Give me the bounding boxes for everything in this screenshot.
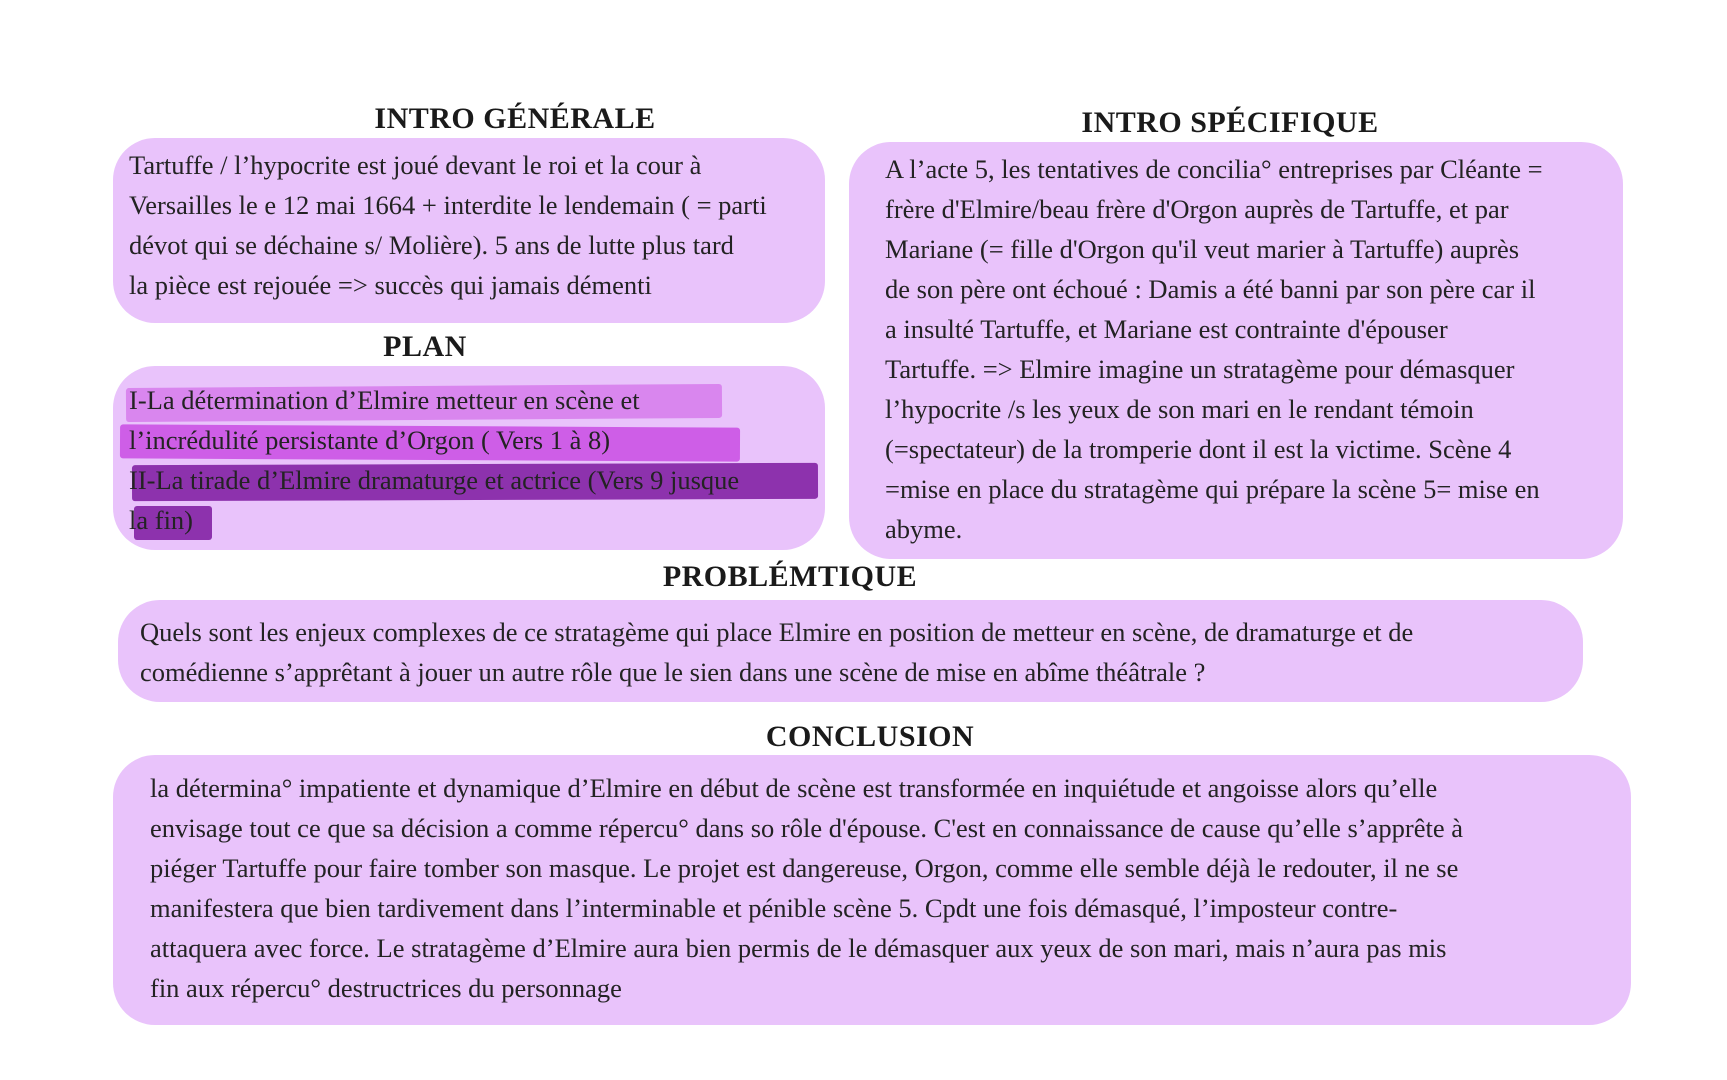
conclusion-line: manifestera que bien tardivement dans l’interminable et pénible scène 5. Cpdt une fois démasqué, l’imposteur contre- [150, 893, 1398, 923]
plan-line: I-La détermination d’Elmire metteur en scène et [129, 385, 640, 415]
intro-generale-line: Tartuffe / l’hypocrite est joué devant le roi et la cour à [129, 150, 702, 180]
conclusion-line: piéger Tartuffe pour faire tomber son masque. Le projet est dangereuse, Orgon, comme elle semble déjà le redouter, il ne se [150, 853, 1459, 883]
conclusion-line: attaquera avec force. Le stratagème d’Elmire aura bien permis de le démasquer aux yeux de son mari, mais n’aura pas mis [150, 933, 1447, 963]
conclusion-title: CONCLUSION [765, 720, 975, 753]
problematique-text [140, 612, 1413, 692]
intro-generale-text [129, 145, 767, 305]
intro-generale-line: la pièce est rejouée => succès qui jamais démenti [129, 270, 652, 300]
intro-specifique-line: a insulté Tartuffe, et Mariane est contrainte d'épouser [885, 314, 1448, 344]
intro-specifique-text [885, 149, 1543, 549]
intro-specifique-line: abyme. [885, 514, 963, 544]
plan-text [129, 380, 739, 540]
intro-specifique-line: frère d'Elmire/beau frère d'Orgon auprès de Tartuffe, et par [885, 194, 1509, 224]
intro-specifique-line: l’hypocrite /s les yeux de son mari en le rendant témoin [885, 394, 1474, 424]
plan-line: l’incrédulité persistante d’Orgon ( Vers 1 à 8) [129, 425, 611, 455]
intro-specifique-line: (=spectateur) de la tromperie dont il est la victime. Scène 4 [885, 434, 1512, 464]
problematique-line: comédienne s’apprêtant à jouer un autre rôle que le sien dans une scène de mise en abîme théâtrale ? [140, 657, 1206, 687]
conclusion-line: fin aux répercu° destructrices du personnage [150, 973, 622, 1003]
intro-specifique-line: =mise en place du stratagème qui prépare la scène 5= mise en [885, 474, 1540, 504]
problematique-line: Quels sont les enjeux complexes de ce stratagème qui place Elmire en position de metteur en scène, de dramaturge et de [140, 617, 1414, 647]
intro-specifique-title: INTRO SPÉCIFIQUE [1081, 106, 1379, 139]
plan-title: PLAN [383, 330, 467, 363]
problematique-title: PROBLÉMTIQUE [662, 560, 918, 593]
intro-generale-title: INTRO GÉNÉRALE [374, 102, 656, 135]
intro-specifique-line: Tartuffe. => Elmire imagine un stratagème pour démasquer [885, 354, 1515, 384]
intro-generale-line: dévot qui se déchaine s/ Molière). 5 ans de lutte plus tard [129, 230, 734, 260]
plan-line: II-La tirade d’Elmire dramaturge et actrice (Vers 9 jusque [129, 465, 740, 495]
intro-specifique-line: Mariane (= fille d'Orgon qu'il veut marier à Tartuffe) auprès [885, 234, 1520, 264]
plan-line: la fin) [129, 505, 194, 535]
intro-specifique-line: A l’acte 5, les tentatives de concilia° entreprises par Cléante = [885, 154, 1543, 184]
conclusion-text [150, 768, 1463, 1008]
conclusion-line: envisage tout ce que sa décision a comme répercu° dans so rôle d'épouse. C'est en connaissance de cause qu’elle s’apprête à [150, 813, 1463, 843]
conclusion-line: la détermina° impatiente et dynamique d’Elmire en début de scène est transformée en inquiétude et angoisse alors qu’elle [150, 773, 1438, 803]
intro-generale-line: Versailles le e 12 mai 1664 + interdite le lendemain ( = parti [129, 190, 767, 220]
intro-specifique-line: de son père ont échoué : Damis a été banni par son père car il [885, 274, 1536, 304]
